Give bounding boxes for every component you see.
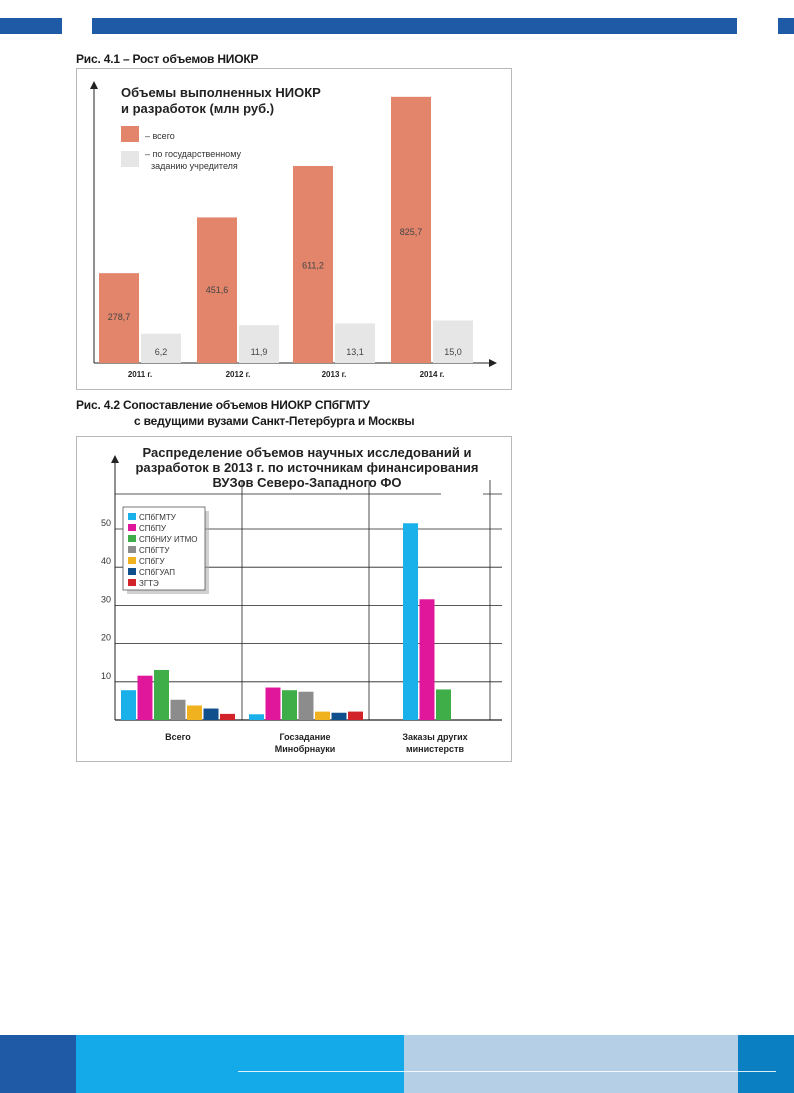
fig2-caption-line2: с ведущими вузами Санкт-Петербурга и Москвы	[134, 414, 415, 428]
chart2-title-line: разработок в 2013 г. по источникам финансирования	[135, 460, 479, 475]
chart1-data-label: 6,2	[154, 347, 168, 357]
chart2-frame	[76, 436, 512, 762]
chart1-data-label: 611,2	[302, 260, 324, 271]
chart2-legend-swatch	[128, 546, 136, 553]
chart2-bar	[249, 714, 264, 720]
chart2-legend-swatch	[128, 535, 136, 542]
chart1-y-axis-arrow	[90, 81, 98, 89]
chart1-legend-swatch-state	[121, 151, 139, 167]
chart2-y-tick-label: 10	[100, 670, 111, 681]
chart1-x-tick-label: 2014 г.	[419, 370, 445, 379]
chart1-data-label: 451,6	[205, 285, 229, 296]
header-bar-right	[778, 18, 794, 34]
chart2-bar	[171, 700, 186, 720]
chart1-legend-label-total: – всего	[145, 131, 175, 141]
chart2-bar	[266, 688, 281, 720]
chart2-bar	[121, 690, 136, 720]
chart1-svg	[77, 69, 511, 389]
chart1-x-tick-label: 2013 г.	[321, 370, 347, 379]
chart2-y-axis-arrow	[111, 455, 119, 463]
chart2-x-tick-label: Минобрнауки	[274, 744, 336, 754]
chart2-legend-label: СПбГУАП	[139, 568, 175, 577]
chart1-legend-label-state-line: заданию учредителя	[151, 161, 238, 171]
chart1-title-line: Объемы выполненных НИОКР	[121, 85, 321, 100]
chart1-data-label: 15,0	[444, 347, 462, 357]
fig1-caption: Рис. 4.1 – Рост объемов НИОКР	[76, 52, 259, 66]
footer-block-blue	[738, 1035, 794, 1093]
header-bar-left	[0, 18, 62, 34]
chart2-x-tick-label: Заказы других	[402, 732, 468, 742]
chart1-legend-swatch-total	[121, 126, 139, 142]
header-bar-main	[92, 18, 737, 34]
footer-divider-line	[238, 1071, 776, 1072]
chart2-bar	[436, 689, 451, 720]
chart2-legend-swatch	[128, 579, 136, 586]
chart2-bar	[220, 714, 235, 720]
chart1-x-tick-label: 2012 г.	[225, 370, 251, 379]
chart2-legend-swatch	[128, 568, 136, 575]
chart2-legend-label: СПбПУ	[139, 524, 166, 533]
footer-block-cyan	[76, 1035, 404, 1093]
chart2-svg	[77, 437, 511, 761]
chart2-title-line: ВУЗов Северо-Западного ФО	[212, 475, 402, 490]
chart2-title-line: Распределение объемов научных исследований и	[142, 445, 472, 460]
chart2-legend-label: СПбГМТУ	[139, 513, 176, 522]
chart2-bar	[348, 712, 363, 720]
chart2-bar	[403, 523, 418, 720]
chart2-bar	[315, 712, 330, 720]
chart2-bar	[204, 709, 219, 720]
footer-block-dark	[0, 1035, 76, 1093]
chart1-data-label: 13,1	[346, 347, 364, 357]
chart2-legend-swatch	[128, 513, 136, 520]
chart1-title-line: и разработок (млн руб.)	[121, 101, 275, 116]
chart2-legend-swatch	[128, 557, 136, 564]
fig2-caption-line1: Рис. 4.2 Сопоставление объемов НИОКР СПбГМТУ	[76, 398, 370, 412]
chart2-legend-label: ЗГТЭ	[139, 579, 159, 588]
chart2-bar	[420, 599, 435, 720]
chart1-x-axis-arrow	[489, 359, 497, 367]
chart2-bar	[299, 692, 314, 720]
chart2-bar	[332, 713, 347, 720]
chart2-legend-label: СПбГТУ	[139, 546, 170, 555]
chart2-bar	[154, 670, 169, 720]
chart2-x-tick-label: Всего	[165, 732, 191, 742]
chart1-data-label: 11,9	[250, 347, 268, 357]
chart2-bar	[282, 690, 297, 720]
chart1-bar	[239, 325, 279, 363]
footer-block-light	[404, 1035, 738, 1093]
chart1-data-label: 825,7	[399, 227, 423, 238]
chart2-y-tick-label: 50	[100, 518, 111, 528]
chart2-legend-label: СПбНИУ ИТМО	[139, 535, 198, 544]
chart2-y-tick-label: 30	[100, 594, 111, 605]
chart2-y-tick-label: 40	[100, 556, 111, 567]
chart2-bar	[138, 676, 153, 720]
chart1-legend-label-state-line: – по государственному	[145, 149, 241, 159]
chart2-bar	[187, 705, 202, 720]
chart1-bar	[335, 323, 375, 363]
chart2-legend-swatch	[128, 524, 136, 531]
chart2-legend-label: СПбГУ	[139, 557, 165, 566]
chart1-frame	[76, 68, 512, 390]
chart2-x-tick-label: министерств	[405, 744, 465, 754]
chart2-x-tick-label: Госзадание	[279, 732, 331, 742]
chart1-x-tick-label: 2011 г.	[127, 370, 153, 379]
chart1-data-label: 278,7	[107, 311, 131, 322]
chart2-y-tick-label: 20	[100, 632, 111, 643]
